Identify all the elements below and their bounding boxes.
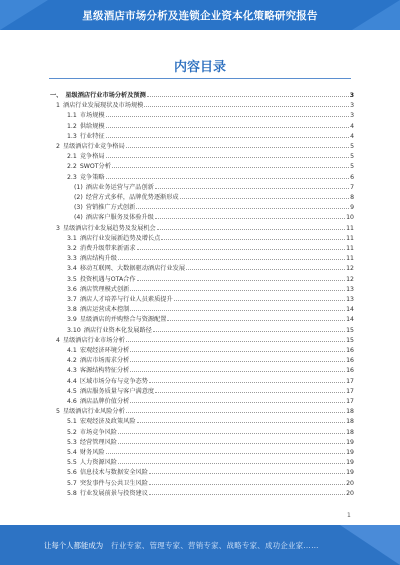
toc-entry-number: 5.6	[67, 469, 77, 477]
toc-entry-page: 15	[346, 326, 354, 334]
toc-entry-text: 行业发展前景与投资建议	[79, 489, 148, 497]
toc-leader-dots	[106, 446, 346, 454]
toc-entry[interactable]	[50, 466, 354, 476]
toc-entry-text: 酒店品牌价值分析	[79, 398, 130, 405]
toc-entry-number: 3.3	[67, 255, 77, 263]
toc-leader-dots	[136, 201, 349, 209]
toc-entry-number: 3.7	[67, 296, 77, 303]
toc-entry[interactable]	[50, 201, 354, 211]
toc-entry[interactable]	[50, 120, 354, 130]
toc-entry-number: 4.5	[67, 387, 77, 395]
toc-entry-number: 4.2	[67, 357, 77, 365]
toc-entry-number: 4.6	[67, 398, 77, 405]
toc-entry[interactable]	[50, 211, 354, 221]
toc-entry-number: 3.4	[67, 265, 77, 273]
toc-entry[interactable]	[50, 252, 354, 262]
toc-leader-dots	[155, 211, 345, 219]
toc-entry-text: 市场规模	[79, 112, 105, 120]
toc-entry[interactable]	[50, 395, 354, 405]
toc-entry-page: 18	[346, 428, 354, 436]
toc-entry-page: 14	[346, 316, 354, 324]
toc-leader-dots	[155, 181, 349, 189]
toc-entry-text: 宏观经济环境分析	[79, 347, 130, 354]
toc-entry-text: 酒店服务质量与客户满意度	[79, 387, 155, 395]
toc-entry-text: 酒店行业发展新趋势及增长点	[79, 234, 161, 242]
toc-leader-dots	[118, 456, 345, 464]
toc-entry-text: 人力资源风险	[79, 459, 117, 467]
toc-leader-dots	[126, 140, 349, 148]
toc-leader-dots	[180, 191, 349, 199]
toc-leader-dots	[106, 120, 349, 128]
toc-entry-page: 6	[350, 173, 354, 181]
toc-entry-text: 移动互联网、大数据驱动酒店行业发展	[79, 265, 186, 273]
toc-entry-number: (2)	[74, 194, 83, 201]
toc-entry-page: 13	[346, 296, 354, 303]
toc-entry-text: 酒店业务运营与产品创新	[85, 183, 154, 191]
toc-entry-page: 14	[346, 306, 354, 314]
footer-slogan	[44, 540, 319, 551]
toc-entry-text: 投资机遇与OTA合作	[79, 275, 136, 283]
toc-entry[interactable]	[50, 99, 354, 109]
toc-entry[interactable]	[50, 181, 354, 191]
toc-entry-text: 行业特征	[79, 132, 105, 140]
toc-leader-dots	[126, 334, 345, 342]
toc-entry[interactable]	[50, 324, 354, 334]
toc-entry-page: 12	[346, 275, 354, 283]
toc-entry-number: 3.9	[67, 316, 77, 324]
toc-entry-text: 酒店市场需求分析	[79, 357, 130, 365]
toc-entry-number: 4.4	[67, 377, 77, 385]
toc-entry-text: 酒店行业发展现状及市场规模	[62, 102, 144, 110]
toc-entry-number: (3)	[74, 204, 83, 212]
toc-entry-number: (4)	[74, 214, 83, 222]
toc-entry-number: (1)	[74, 183, 83, 191]
toc-entry-text: 财务风险	[79, 449, 105, 456]
toc-entry-number: 3.1	[67, 234, 77, 242]
toc-entry[interactable]	[50, 487, 354, 497]
toc-entry-text: 酒店行业资本化发展路径	[83, 326, 152, 334]
toc-leader-dots	[167, 313, 345, 321]
toc-leader-dots	[155, 385, 345, 393]
toc-entry-number: 1.2	[67, 122, 77, 130]
toc-leader-dots	[153, 324, 345, 332]
toc-entry-number: 4.1	[67, 347, 77, 354]
toc-entry[interactable]	[50, 293, 354, 303]
toc-entry-text: 宏观经济及政策风险	[79, 418, 136, 426]
toc-entry[interactable]	[50, 150, 354, 160]
toc-entry-page: 4	[350, 132, 354, 140]
toc-entry-page: 13	[346, 285, 354, 293]
toc-entry-number: 3	[56, 224, 60, 232]
toc-entry[interactable]	[50, 334, 354, 344]
toc-entry-text: 供给规模	[79, 122, 105, 130]
toc-leader-dots	[106, 150, 349, 158]
toc-entry-page: 15	[346, 336, 354, 344]
toc-entry-page: 10	[346, 214, 354, 222]
toc-entry-number: 3.6	[67, 285, 77, 293]
toc-leader-dots	[137, 415, 346, 423]
toc-entry[interactable]	[50, 354, 354, 364]
toc-entry[interactable]	[50, 313, 354, 323]
toc-leader-dots	[130, 364, 345, 372]
toc-entry[interactable]	[50, 191, 354, 201]
toc-entry-page: 19	[346, 449, 354, 456]
toc-leader-dots	[161, 232, 345, 240]
toc-entry-number: 1	[56, 102, 60, 110]
toc-entry-number: 4.3	[67, 367, 77, 375]
toc-entry[interactable]	[50, 89, 354, 99]
toc-entry-page: 11	[346, 245, 354, 252]
toc-entry-text: 经营管理风险	[79, 438, 117, 446]
toc-entry-number: 3.2	[67, 245, 77, 252]
toc-entry-number: 3.8	[67, 306, 77, 314]
toc-entry-text: 星级酒店行业市场分析及预测	[65, 92, 146, 99]
toc-leader-dots	[149, 487, 345, 495]
toc-leader-dots	[130, 344, 345, 352]
toc-entry-page: 20	[346, 479, 354, 487]
toc-entry-text: 经营方式多样，品牌优势逐渐形成	[85, 194, 179, 201]
toc-entry-page: 17	[346, 377, 354, 385]
toc-entry-page: 11	[346, 234, 354, 242]
toc-entry[interactable]	[50, 130, 354, 140]
toc-entry[interactable]	[50, 344, 354, 354]
toc-entry[interactable]	[50, 222, 354, 232]
toc-entry-text: 星级酒店行业市场分析	[62, 336, 125, 344]
toc-entry[interactable]	[50, 273, 354, 283]
toc-entry-text: SWOT分析	[79, 163, 111, 171]
toc-leader-dots	[130, 395, 345, 403]
toc-leader-dots	[186, 262, 345, 270]
toc-entry-text: 竞争策略	[79, 173, 105, 181]
toc-entry-number: 3.10	[67, 326, 81, 334]
toc-entry-text: 市场竞争风险	[79, 428, 117, 436]
header-bar	[0, 0, 400, 30]
toc-entry-page: 19	[346, 469, 354, 477]
toc-entry-page: 12	[346, 265, 354, 273]
toc-entry-page: 8	[350, 194, 354, 201]
toc-leader-dots	[106, 109, 349, 117]
toc-entry-text: 酒店人才培养与行业人员素质提升	[79, 296, 173, 303]
toc-entry-page: 5	[350, 143, 354, 150]
toc-leader-dots	[137, 273, 346, 281]
toc-entry-text: 客源结构特征分析	[79, 367, 130, 375]
toc-entry-number: 5.8	[67, 489, 77, 497]
toc-leader-dots	[130, 354, 345, 362]
toc-leader-dots	[144, 99, 349, 107]
toc-leader-dots	[130, 303, 345, 311]
toc-entry-number: 3.5	[67, 275, 77, 283]
toc-entry-number: 4	[56, 336, 60, 344]
toc-entry-page: 16	[346, 357, 354, 365]
toc-leader-dots	[112, 160, 349, 168]
toc-entry[interactable]	[50, 456, 354, 466]
toc-entry[interactable]	[50, 262, 354, 272]
toc-entry-text: 星级酒店行业发展趋势及发展机会	[62, 224, 156, 232]
toc-entry-text: 信息技术与数据安全风险	[79, 469, 148, 477]
toc-leader-dots	[106, 130, 349, 138]
toc-entry[interactable]	[50, 415, 354, 425]
toc-entry-number: 5.5	[67, 459, 77, 467]
toc-entry[interactable]	[50, 283, 354, 293]
toc-leader-dots	[130, 283, 345, 291]
toc-entry[interactable]	[50, 140, 354, 150]
toc-entry-number: 2.3	[67, 173, 77, 181]
toc-entry[interactable]	[50, 232, 354, 242]
toc-entry-page: 20	[346, 489, 354, 497]
toc-entry-text: 酒店运营成本控制	[79, 306, 130, 314]
toc-entry-text: 酒店管理模式创新	[79, 285, 130, 293]
toc-entry[interactable]	[50, 477, 354, 487]
toc-entry-page: 5	[350, 163, 354, 171]
toc-entry-number: 5.4	[67, 449, 77, 456]
toc-entry-text: 星级酒店的并购整合与资源配置	[79, 316, 167, 324]
toc-entry-number: 5.3	[67, 438, 77, 446]
toc-entry[interactable]	[50, 364, 354, 374]
toc-entry-text: 酒店结构升级	[79, 255, 117, 263]
toc-leader-dots	[126, 405, 345, 413]
toc-entry-page: 19	[346, 438, 354, 446]
toc-entry[interactable]	[50, 405, 354, 415]
toc-entry-text: 酒店客户服务及体验升级	[85, 214, 154, 222]
toc-entry-page: 3	[349, 92, 354, 99]
toc-entry-text: 突发事件与公共卫生风险	[79, 479, 148, 487]
toc-entry[interactable]	[50, 426, 354, 436]
toc-entry-text: 竞争格局	[79, 153, 105, 161]
toc-entry-number: 2.1	[67, 153, 77, 161]
toc-entry-page: 9	[350, 204, 354, 212]
toc-entry-number: 1.3	[67, 132, 77, 140]
toc-entry-page: 11	[346, 224, 354, 232]
toc-entry-number: 5.2	[67, 428, 77, 436]
footer-slogan-roles: 行业专家、管理专家、营销专家、战略专家、成功企业家……	[111, 541, 319, 550]
toc-entry-text: 营销推广方式创新	[85, 204, 136, 212]
toc-entry[interactable]	[50, 436, 354, 446]
footer-accent	[340, 525, 400, 565]
toc-leader-dots	[118, 426, 345, 434]
toc-entry[interactable]	[50, 242, 354, 252]
toc-leader-dots	[149, 375, 345, 383]
footer-bar	[0, 525, 400, 565]
toc-entry[interactable]	[50, 446, 354, 456]
toc-entry-page: 19	[346, 459, 354, 467]
toc-entry[interactable]	[50, 171, 354, 181]
toc-leader-dots	[137, 242, 346, 250]
toc-entry-text: 消费升级带来新需求	[79, 245, 136, 252]
report-title: 星级酒店市场分析及连锁企业资本化策略研究报告	[82, 10, 318, 22]
toc-entry[interactable]	[50, 385, 354, 395]
toc-entry-page: 7	[350, 183, 354, 191]
toc-entry-text: 区域市场分布与竞争态势	[79, 377, 148, 385]
toc-entry-page: 3	[350, 102, 354, 110]
table-of-contents	[50, 89, 354, 509]
page-number: 1	[347, 512, 351, 519]
toc-entry-number: 5.1	[67, 418, 77, 426]
toc-entry-page: 3	[350, 112, 354, 120]
toc-entry-text: 星级酒店行业竞争格局	[62, 143, 125, 150]
toc-entry-page: 5	[350, 153, 354, 161]
toc-entry[interactable]	[50, 160, 354, 170]
toc-entry-page: 18	[346, 418, 354, 426]
toc-entry-page: 11	[346, 255, 354, 263]
toc-leader-dots	[149, 477, 345, 485]
toc-leader-dots	[106, 171, 349, 179]
toc-entry-page: 4	[350, 122, 354, 130]
toc-leader-dots	[147, 89, 349, 97]
toc-entry-page: 16	[346, 347, 354, 354]
toc-entry-number: 2.2	[67, 163, 77, 171]
toc-entry[interactable]	[50, 375, 354, 385]
toc-entry[interactable]	[50, 109, 354, 119]
toc-entry-text: 星级酒店行业风险分析	[62, 408, 125, 416]
toc-entry-number: 5.7	[67, 479, 77, 487]
toc-leader-dots	[174, 293, 345, 301]
toc-entry-page: 17	[346, 387, 354, 395]
toc-entry-page: 16	[346, 367, 354, 375]
toc-leader-dots	[118, 436, 345, 444]
toc-leader-dots	[149, 466, 345, 474]
toc-divider	[49, 78, 351, 79]
toc-entry-number: 1.1	[67, 112, 77, 120]
toc-entry-number: 一、	[50, 92, 63, 99]
toc-entry-page: 17	[346, 398, 354, 405]
toc-title: 内容目录	[173, 60, 226, 75]
toc-entry-page: 18	[346, 408, 354, 416]
toc-entry-number: 2	[56, 143, 60, 150]
toc-entry-number: 5	[56, 408, 60, 416]
toc-entry[interactable]	[50, 303, 354, 313]
footer-slogan-lead: 让每个人都能成为	[44, 541, 104, 550]
toc-leader-dots	[157, 222, 345, 230]
toc-leader-dots	[118, 252, 345, 260]
